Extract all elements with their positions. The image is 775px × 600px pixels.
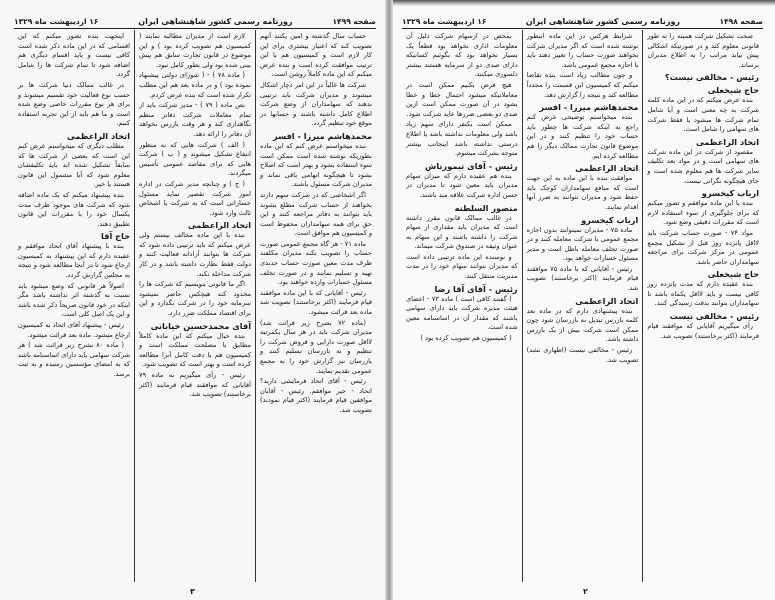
paragraph: اینجهت بنده تصور میکنم که این اقسامی که در این ماده ذکر شده است کافی نیست و باید اقسام دیگری هم اضافه شود تا تمام شرکت ها را شامل گردد. bbox=[18, 32, 130, 79]
text-column bbox=[255, 30, 376, 582]
text-column bbox=[402, 30, 522, 582]
paragraph: بنده با پیشنهاد آقای اتحاد موافقم و عقیده دارم که این پیشنهاد به کمیسیون ارجاع شود تا در آنجا مطالعه شود و نتیجه به مجلس گزارش گردد. bbox=[18, 242, 130, 280]
scan-shadow bbox=[388, 0, 775, 6]
page-header bbox=[402, 14, 763, 29]
paragraph: در غالب ممالک قانون مقرر داشته است که مدیران باید مقداری از سهام شرکت را داشته باشند و این سهام به عنوان وثیقه در صندوق شرکت میماند. bbox=[405, 213, 518, 251]
speaker-heading: اتحاد الراعظمی bbox=[575, 163, 639, 174]
paragraph: رئیس - مخالفی نیست (اظهاری نشد) تصویب شد. bbox=[526, 346, 639, 364]
text-column bbox=[522, 30, 643, 582]
paragraph: و چون مطالب زیاد است بنده تقاضا میکنم که کمیسیون این قسمت را مجدداً مطالعه کند و نتیجه را گزارش دهد. bbox=[526, 71, 639, 99]
header-date: ۱۶ اردیبهشت ماه ۱۳۲۹ bbox=[402, 16, 487, 26]
paragraph: ماده ۷۱ - هر گاه مجمع عمومی صورت حساب را تصویب نکند مدیران مکلفند ظرف مدت معین صورت حساب جدیدی تهیه و تسلیم نمایند و در صورت تخلف مسئول خسارات وارده خواهند بود. bbox=[260, 239, 372, 287]
speaker-heading: رئیس - آقای آقا رضا bbox=[434, 283, 518, 294]
paragraph: حساب سال گذشته و امین یکنند آنهم تصویب کند که اعتبار بیشتری برای این کار لازم است و کمیسیون هم با این ترتیب موافقت کرده است و بنده عرض میکنم که این ماده کاملاً روشن است. bbox=[260, 32, 372, 79]
paragraph: بمحض در ازسهام شرکت دلیل آن معلومات اداری نخواهد بود قطعاً یک بسیار نخواهد بود که بگوئیم کسانیکه دارای صدی دو از سرمایه هستند بیشتر دلسوزی میکنند. bbox=[405, 32, 518, 79]
paragraph: بنده عرض میکنم که در این ماده کلمه شرکت به چه معنی است و آیا شامل تمام شرکت ها میشود یا فقط شرکت های سهامی را شامل است. bbox=[647, 96, 759, 134]
paragraph: ماده ۷۵ - مدیران نمیتوانند بدون اجازه مجمع عمومی با شرکت معامله کنند و در صورت تخلف معامله باطل است و مدیر مسئول خسارات خواهد بود. bbox=[526, 225, 639, 263]
paragraph: رأی میگیریم آقایانی که موافقند قیام فرمایند (اکثر برخاستند) تصویب شد. bbox=[647, 322, 759, 340]
page-footer-number: ۳ bbox=[190, 587, 195, 596]
paragraph: بنده خیال میکنم که این ماده کاملاً مطابق با مصلحت مملکت است و کمیسیون هم با دقت کامل آنرا مطالعه کرده است و بهتر است که تصویب شود. bbox=[139, 331, 251, 369]
text-column bbox=[134, 30, 255, 582]
paragraph: ( ج ) و چنانچه مدیر شرکت در اداره امور شرکت تقصیر نماید مسئول خساراتی است که به شرکت یا اشخاص ثالث وارد شود. bbox=[139, 179, 251, 217]
speaker-heading: حاج آقا bbox=[101, 231, 130, 242]
speaker-heading: حاج شیخعلی bbox=[707, 269, 759, 280]
paragraph: ( ماده ۷۸ ) - ( شوراى دولتى پيشنهاد نموده بود ) و در ماده بعد هم این مطلب تکرار شده است که بنده عرض کردم. bbox=[139, 71, 251, 99]
paragraph: موافقت بنده با این ماده به این جهت است که منافع سهامداران کوچک باید حفظ شود و مدیران نتوانند به ضرر آنها اقدام نمایند. bbox=[526, 174, 639, 211]
paragraph: اگر ما قانونی بنویسیم که شرکت ها را محدود کند هیچکس حاضر نمیشود سرمایه خود را در شرکت بگذارد و این برای اقتصاد مملکت ضرر دارد. bbox=[139, 280, 251, 318]
paragraph: نص ماده ( ۷۹ ) - مدیر شرکت باید از تمام معاملات شرکت دفاتر منظم نگاهداری کند و هر وقت بازرس بخواهد آن دفاتر را ارائه دهد. bbox=[139, 101, 251, 138]
paragraph: اصولاً هر قانونی که وضع میشود باید نسبت به گذشته اثر نداشته باشد مگر اینکه در خود قانون صریحاً ذکر شده باشد و این یک اصل کلی است. bbox=[18, 281, 130, 319]
paragraph: ( الف ) شرکت هایی که به منظور انتفاع تشکیل میشوند و ( ب ) شرکت هایی که برای مقاصد عمومی تأسیس میگردند. bbox=[139, 140, 251, 178]
paragraph: و نوسنده این ماده ترتیبی داده است که مدیران نتوانند سهام خود را در مدت مدیریت منتقل کنند. bbox=[405, 252, 518, 281]
header-title: روزنامه رسمی کشور شاهنشاهی ایران bbox=[525, 16, 681, 26]
speaker-heading: رئیس - آقای تیمورتاش bbox=[425, 160, 518, 171]
page-header bbox=[14, 14, 376, 29]
page-spine bbox=[385, 0, 393, 600]
paragraph: مقصود از شرکت در این ماده شرکت های سهامی است و در مواد بعد تکلیف سایر شرکت ها هم معلوم شده است و جای هیچگونه نگرانی نیست. bbox=[647, 147, 759, 185]
columns bbox=[402, 30, 763, 582]
paragraph: بنده میخواستم توضیحی عرض کنم راجع به اینکه شرکت ها چطور باید حساب خود را تنظیم کنند و در این موضوع قانون تجارت ممالک دیگر را هم مطالعه کرده ایم. bbox=[526, 113, 639, 160]
speaker-heading: اتحاد الراعظمی bbox=[575, 295, 639, 306]
speaker-heading: محمدهاشم میرزا - افسر bbox=[273, 130, 372, 141]
paragraph: رئیس - آقایانی که با این ماده موافقند قیام فرمایند (اکثر برخاستند) تصویب شد ماده بعد قرائت میشود. bbox=[260, 288, 372, 317]
text-column bbox=[14, 30, 134, 582]
speaker-heading: اتحاد الراعظمی bbox=[187, 220, 251, 231]
page-footer-number: ۲ bbox=[583, 587, 588, 596]
header-page-number: صفحه ۱۴۹۸ bbox=[719, 16, 763, 26]
paragraph: بنده با این ماده موافقم و تصور میکنم که برای جلوگیری از سوء استفاده لازم است که مقررات دقیقی وضع شود. bbox=[647, 199, 759, 227]
paragraph: رئیس - رأی میگیریم به ماده ۷۹ آقایانی که موافقند قیام فرمایند (اکثر برخاستند) تصویب شد. bbox=[139, 371, 251, 399]
paragraph: بنده عقیده دارم که مدت پانزده روز کافی نیست و باید لااقل یکماه باشد تا سهامداران بتوانند بدقت رسیدگی کنند. bbox=[647, 280, 759, 308]
paragraph: هیچ فرض بکنیم ممکن است در معاملاتیکه میشود احتمال خطا و خطا بشود در آن صورت ممکن است ازین صدی دو بعضی ضررها عاید شرکت شود. bbox=[405, 80, 518, 118]
paragraph: رئیس - پیشنهاد آقای اتحاد به کمیسیون ارجاع میشود. ماده بعد قرائت میشود. bbox=[18, 321, 130, 339]
paragraph: اگر اشخاصی که در شرکت سهم دارند بخواهند از حساب شرکت مطلع بشوند باید بتوانند به دفاتر مراجعه کنند و این حق برای همه سهامداران محفوظ است و کمیسیون هم موافق است. bbox=[260, 190, 372, 238]
paragraph: در غالب ممالک دنیا شرکت ها بر حسب نوع فعالیت خود تقسیم میشوند و برای هر نوع مقررات خاصی وضع شده است و ما هم باید از این تجربه استفاده کنیم. bbox=[18, 80, 130, 128]
text-column bbox=[642, 30, 763, 582]
header-title: روزنامه رسمی کشور شاهنشاهی ایران bbox=[138, 16, 293, 26]
paragraph: ( گفتند کافی است ) ماده ۷۳ - اعضای هیئت مدیره شرکت باید دارای سهامی باشند که مقدار آن در اساسنامه معین شده است. bbox=[405, 294, 518, 332]
paragraph: رئیس - آقایانی که با ماده ۷۵ موافقند قیام فرمایند (اکثر برخاستند) تصویب شد. bbox=[526, 264, 639, 293]
speaker-heading: اتحاد الراعظمی bbox=[695, 136, 759, 147]
paragraph: لازم است از مدیران مطالبه نمایند ( کمیسیون هم تصویب کرده بود ) و این موضوع در قانون تجارت سابق هم پیش بینی شده بود ولی بطور کامل نبود. bbox=[139, 32, 251, 69]
paragraph: شرایط هرکس در این ماده اینطور نوشته شده است که اگر مدیران شرکت بخواهند صورت حساب را تغییر دهند باید با اجازه مجمع عمومی باشد. bbox=[526, 32, 639, 69]
speaker-heading: رئیس - مخالفی نیست؟ bbox=[664, 72, 759, 83]
paragraph: مواد ۷۴ - صورت حساب شرکت باید لااقل پانزده روز قبل از تشکیل مجمع عمومی در مرکز شرکت برای مراجعه سهامداران حاضر باشد. bbox=[647, 228, 759, 266]
paragraph: بنده پیشنهاد میکنم که یک ماده اضافه شود که شرکت های موجود ظرف مدت یکسال خود را با مقررات این قانون تطبیق دهند. bbox=[18, 190, 130, 228]
paragraph: بنده با این ماده مخالف نیستم ولی عرض میکنم که باید ترتیبی داده شود که شرکت ها بتوانند آزادانه فعالیت کنند و دولت فقط نظارت داشته باشد و در کار شرکت مداخله نکند. bbox=[139, 231, 251, 278]
paragraph: ( ماده ۸۰ بشرح زیر قرائت شد ) هر شرکت سهامی باید دارای اساسنامه باشد که به امضای مؤسسین رسیده و به ثبت برسد. bbox=[18, 341, 130, 378]
speaker-heading: رئیس - مخالفی نیست bbox=[669, 311, 759, 322]
paragraph: مطلب دیگری که میخواستم عرض کنم این است که بعضی از شرکت ها که سابقاً تشکیل شده اند باید تکلیفشان معلوم شود که آیا مشمول این قانون هستند یا خیر. bbox=[18, 141, 130, 189]
paragraph: ممکن است یکنفر دارای سهم زیاد باشد ولی معلومات نداشته باشد یا اطلاع درستی نداشته باشد اینجانب بیشتر متوجه بشرکت میشوم. bbox=[405, 120, 518, 158]
paragraph: ( کمیسیون هم تصویب کرده بود ) bbox=[420, 334, 512, 343]
paragraph: شرکت ها غالباً در این امر دچار اشکال میشوند و مدیران شرکت باید ترتیبی بدهند که سهامداران از وضع شرکت اطلاع کامل داشته باشند و حسابها در موقع خود تنظیم گردد. bbox=[260, 80, 372, 128]
speaker-heading: آقای محمدحسین خیابانی bbox=[150, 320, 251, 331]
columns bbox=[14, 30, 376, 582]
header-date: ۱۶ اردیبهشت ماه ۱۳۲۹ bbox=[14, 16, 99, 26]
speaker-heading: ارباب کیخسرو bbox=[701, 188, 759, 199]
paragraph: بنده هم عقیده دارم که میزان سهام مدیران باید معین شود تا مدیران در حسن اداره شرکت علاقه مند باشند. bbox=[405, 171, 518, 199]
paragraph: بنده پیشنهادی دارم که در ماده بعد کلمه بازرس تبدیل به بازرسان شود چون ممکن است شرکت بیش از یک بازرس داشته باشد. bbox=[526, 306, 639, 344]
speaker-heading: اتحاد الراعظمی bbox=[66, 130, 130, 141]
paragraph: رئیس - آقای اتحاد فرمایشی دارید؟ اتحاد - خیر موافقم. رئیس - آقایان موافقین قیام فرمایند (اکثر قیام نمودند) تصویب شد. bbox=[260, 377, 372, 414]
paragraph: بنده میخواستم عرض کنم که این ماده بطوریکه نوشته شده است ممکن است سوء استفاده بشود و بهتر است که اصلاح بشود تا هیچگونه ابهامی باقی نماند و مدیران شرکت مسئول باشند. bbox=[260, 141, 372, 189]
header-page-number: صفحه ۱۴۹۹ bbox=[332, 16, 376, 26]
speaker-heading: محمدهاشم میرزا - افسر bbox=[539, 102, 639, 113]
speaker-heading: ارباب کیخسرو bbox=[581, 214, 639, 225]
speaker-heading: حاج شیخعلی bbox=[707, 85, 759, 96]
newspaper-page-right bbox=[388, 0, 775, 600]
speaker-heading: منصور السلطنه bbox=[454, 202, 518, 213]
paragraph: صحت تشکیل شرکت همینه را نه طور قانونی معلوم کند و در صورتیکه اشکالی پیش بیاید مراتب را به اطلاع مدیران برساند. bbox=[647, 32, 759, 69]
paragraph: (ماده ۷۲ بشرح زیر قرائت شد) مدیران شرکت باید در هر سال یکمرتبه لااقل صورت دارایی و قروض شرکت را تنظیم و به بازرسان تسلیم کنند و بازرسان نیز گزارش خود را به مجمع عمومی تقدیم نمایند. bbox=[260, 318, 372, 375]
